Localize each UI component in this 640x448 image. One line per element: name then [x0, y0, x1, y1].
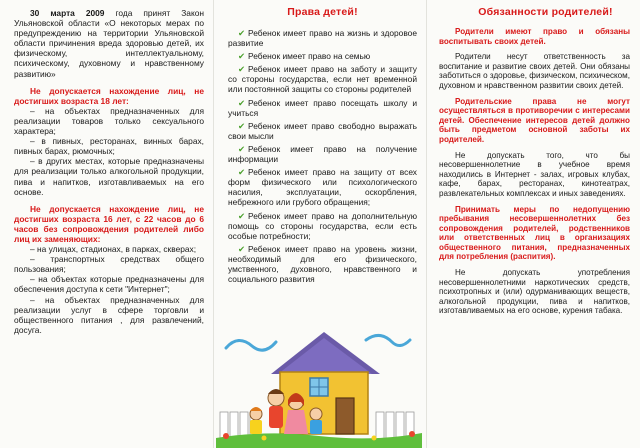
family-house-illustration — [216, 326, 422, 448]
right-item — [228, 244, 417, 284]
column-duties — [426, 0, 640, 448]
duties-para-1: Родители имеют право и обязаны воспитывать своих детей. — [439, 27, 630, 46]
check-bullet-icon: ✔ — [238, 143, 246, 154]
rights-list — [228, 28, 417, 284]
right-item — [228, 28, 417, 48]
right-item-text: Ребенок имеет право на заботу и защиту со стороны государства, если нет временной или постоянной защиты со стороны родителей — [228, 64, 417, 95]
check-bullet-icon: ✔ — [238, 210, 246, 221]
right-item-text: Ребенок имеет право на защиту от всех форм физического или психологического насилия, эксплуатации, оскорбления, небрежного или грубого обращения; — [228, 167, 417, 208]
restriction-heading-16: Не допускается нахождение лиц, не достигших возраста 16 лет, с 22 часов до 6 часов без сопровождения родителей либо лиц их заменяющих: — [14, 203, 204, 244]
right-item-text: Ребенок имеет право на получение информации — [228, 143, 417, 165]
check-bullet-icon: ✔ — [238, 167, 246, 178]
law-intro-text: года принят Закон Ульяновской области «О некоторых мерах по предупреждению на территории Ульяновской области причинения вреда здоровью детей, их физическому, интеллектуальному, психическому, духовному и нравственному развитию» — [14, 8, 204, 79]
restriction-16-item: – на улицах, стадионах, в парках, скверах; — [30, 244, 197, 255]
restriction-16-item: – на объектах предназначенных для реализации услуг в сфере торговли и общественного питания , для развлечений, досуга. — [14, 294, 204, 335]
restriction-18-item: – на объектах предназначенных для реализации товаров только сексуального характера; — [14, 105, 204, 137]
right-item-text: Ребенок имеет право на уровень жизни, необходимый для его физического, умственного, духовного, нравственного и социального развития — [228, 243, 417, 285]
right-item — [228, 98, 417, 118]
right-item-text: Ребенок имеет право на дополнительную помощь со стороны государства, если есть особые потребности; — [228, 210, 417, 241]
check-bullet-icon: ✔ — [238, 51, 246, 62]
check-bullet-icon: ✔ — [238, 64, 246, 75]
right-item-text: Ребенок имеет право на жизнь и здоровое развитие — [228, 28, 417, 49]
law-intro — [14, 8, 204, 79]
check-bullet-icon: ✔ — [238, 97, 246, 108]
duties-para-2: Родители несут ответственность за воспитание и развитие своих детей. Они обязаны заботиться о здоровье, физическом, психическом, духовном и нравственном развитии своих детей. — [439, 52, 630, 90]
right-item — [228, 64, 417, 94]
duties-para-6: Не допускать употребления несовершеннолетними наркотических средств, психотропных и (или) одурманивающих веществ, алкогольной продукции, пива и напитков, изготавливаемых на его основе, курения табака. — [439, 268, 630, 316]
restriction-heading-18: Не допускается нахождение лиц, не достигших возраста 18 лет: — [14, 85, 204, 106]
column-rights — [213, 0, 425, 448]
right-item-text: Ребенок имеет право свободно выражать свои мысли — [228, 120, 417, 141]
right-item — [228, 211, 417, 241]
right-item-text: Ребенок имеет право посещать школу и учиться — [228, 97, 417, 118]
duties-para-3: Родительские права не могут осуществляться в противоречии с интересами детей. Обеспечение интересов детей должно быть предметом основной заботы их родителей. — [439, 96, 630, 144]
check-bullet-icon: ✔ — [238, 243, 246, 254]
law-date: 30 марта 2009 — [30, 8, 105, 18]
restriction-18-item: – в других местах, которые предназначены для реализации только алкогольной продукции, пива и напитков, изготавливаемых на его основе. — [14, 156, 204, 197]
right-item — [228, 144, 417, 164]
duties-title: Обязанности родителей! — [478, 6, 613, 18]
restriction-16-item: – на объектах которые предназначены для обеспечения доступа к сети "Интернет"; — [14, 274, 204, 295]
check-bullet-icon: ✔ — [238, 28, 246, 38]
check-bullet-icon: ✔ — [238, 120, 246, 131]
duties-para-5: Принимать меры по недопущению пребывания несовершеннолетних без сопровождения родителей, родственников или ответственных лиц в организациях общественного питания, предназначенных для потребления (распития). — [439, 204, 630, 262]
duties-para-4: Не допускать того, что бы несовершеннолетние в учебное время находились в Интернет - залах, игровых клубах, кафе, барах, ресторанах, кинотеатрах, развлекательных комплексах и иных заведениях. — [439, 150, 630, 198]
right-item-text: Ребенок имеет право на семью — [248, 51, 371, 62]
column-law — [0, 0, 212, 448]
restriction-16-item: – транспортных средствах общего пользования; — [14, 254, 204, 275]
right-item — [228, 167, 417, 207]
right-item — [228, 121, 417, 141]
right-item — [228, 51, 417, 61]
rights-title: Права детей! — [287, 6, 358, 18]
restriction-18-item: – в пивных, ресторанах, винных барах, пивных барах, рюмочных; — [14, 136, 204, 157]
